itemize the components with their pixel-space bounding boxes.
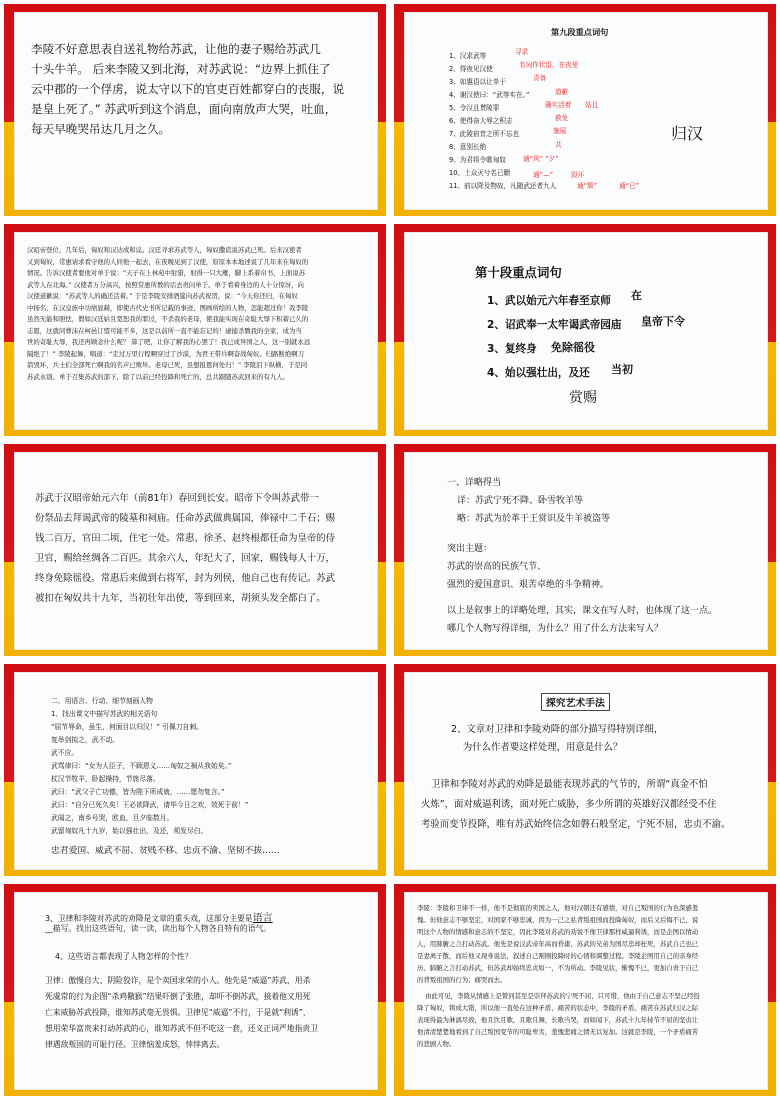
slide-3[interactable] xyxy=(4,224,386,436)
list-item: 10、士众灭兮名已聩 xyxy=(449,169,511,177)
text-line: 由此可见，李陵从情感上是赞同甚至是崇拜苏武的宁死不屈，只可惜，他由于自己意志不坚已经投 xyxy=(417,992,700,1000)
text-line: 杖汉节牧羊，卧起操持，节旄尽落。 xyxy=(51,775,160,783)
annotation: 姑且 xyxy=(585,101,599,109)
list-item: 2、诏武奉一太牢谒武帝园庙 xyxy=(487,319,622,331)
text-line: 苏武的崇高的民族气节、 xyxy=(447,562,547,572)
text-line: 虽然无能和胆怯，假如汉廷姑且宽恕我的罪过，不杀我的老母，使我能实现在奇耻大辱下积蓄已久的 xyxy=(27,315,309,323)
question-3-text: 3、卫律和李陵对苏武的劝降是文章的重头戏，这部分主要是 xyxy=(45,914,253,923)
annotation: 寻求 xyxy=(515,48,529,56)
text-line: 是皇上死了。” 苏武听到这个消息，面向南放声大哭，吐血， xyxy=(31,102,337,116)
text-line: 汉昭帝登位，几年后，匈奴和汉达成和议。汉廷寻求苏武等人，匈奴撒谎说苏武已死。后来汉使者 xyxy=(27,246,302,254)
text-line: 略：苏武为於革干王赏识及牛羊被盗等 xyxy=(457,514,611,524)
text-line: 中扬名，在汉皇族中功绩显赫，即使古代史书所记载的事迹，图画所绘的人物，怎能超过你！我李陵 xyxy=(27,303,309,312)
summary-text: 忠君爱国、威武不屈、贫贱不移、忠贞不渝、坚韧不拔…… xyxy=(51,846,280,856)
text-line: 武骂律曰：“女为人臣子，不顾恩义……匈奴之祸从我始矣。” xyxy=(51,762,232,770)
slide-title: 第九段重点词句 xyxy=(551,27,609,37)
text-line: 表现得最为淋漓尽致，他且饮且歌，且歌且舞，长歌当哭，而如闻下，苏武十九年持节不屈的坚贞让 xyxy=(417,1016,699,1024)
question-text xyxy=(45,909,273,924)
text-line: 律遇敌叛国的可耻行径。卫律恼羞成怒，悻悻离去。 xyxy=(45,1040,225,1049)
annotation: 名词作状语，在夜里 xyxy=(519,61,579,69)
annotation: 在 xyxy=(631,289,642,302)
annotation: 通“风” “夕” xyxy=(523,155,559,163)
text-line: 苏武于汉昭帝始元六年（前81年）春回到长安。昭帝下令叫苏武带一 xyxy=(35,493,319,504)
annotation: 皇帝下令 xyxy=(641,315,685,328)
text-line: 情况。告诉汉使者要他对单于说：“天子在上林苑中射猎，射得一只大雁，脚上系着帛书，上面说苏 xyxy=(27,269,306,277)
text-line: “屈节辱命，虽生，何面目以归汉！” 引佩刀自刺。 xyxy=(51,723,203,731)
text-line: 的背叛祖国的行为；痛哭而去。 xyxy=(417,976,507,984)
slide-5[interactable] xyxy=(4,444,386,656)
annotation: 责备 xyxy=(533,74,547,82)
text-line: 志愿，这就同曹沫在柯邑订盟可能不多，这是以前所一直不能忘记的！逮捕杀戮我的全家，成为当 xyxy=(27,326,302,335)
list-item: 5、令汉且贳陵罪 xyxy=(449,104,500,112)
side-note: 赏赐 xyxy=(569,390,597,406)
question-text: 4、这些语言都表现了人物怎样的个性？ xyxy=(55,952,193,961)
list-item: 4、谢汉使曰：“武等实在。” xyxy=(449,91,530,99)
text-line: 以上是叙事上的详略处理，其实，课文在写人时，也体现了这一点。 xyxy=(447,606,718,616)
slide-10-content xyxy=(404,892,768,1090)
text-line: 李陵不好意思表自送礼物给苏武，让他的妻子赐给苏武几 xyxy=(31,42,321,56)
slide-1-content xyxy=(14,12,378,210)
annotation: 毁坏 xyxy=(571,171,585,179)
text-line: 卫律：傲慢自大、阴险狡诈，是个卖国求荣的小人。他先是“威逼”苏武，用杀 xyxy=(45,976,311,985)
list-item: 7、此陵宿昔之所不忘也 xyxy=(449,130,520,138)
annotation: 道歉 xyxy=(555,88,569,96)
list-item: 8、意别长绝 xyxy=(449,143,487,151)
text-line: 哪几个人物写得详细，为什么？用了什么方法来写人？ xyxy=(447,624,664,634)
text-line: 李陵：李陵和卫律不一样，他不是彻底的卖国之人，他对汉朝还有感情，对自己叛国的行为也深感羞 xyxy=(417,904,699,912)
text-line: 人，用肺腑之言打动苏武。他先是说汉武帝年高而昏庸，苏武的兄弟为国尽忠却枉死，苏武自己也已 xyxy=(417,940,699,948)
heading: 一、详略得当 xyxy=(447,478,502,488)
list-item: 3、复终身 xyxy=(487,343,537,355)
text-line: 卫官，赐给丝绸各二百匹。其余六人，年纪大了，回家，赐钱每人十万， xyxy=(35,553,336,564)
text-line: 火炼”，面对威逼利诱，面对死亡威胁，多少所谓的英雄好汉都经受不住 xyxy=(421,799,717,810)
slide-1[interactable] xyxy=(4,4,386,216)
slide-5-content xyxy=(14,452,378,650)
text-line: 明这个人物的情感和意志的不坚定，因此李陵对苏武的劝说不像卫律那样威逼利诱，而是企图以情动 xyxy=(417,928,699,936)
text-line: 云中郡的一个俘虏，说太守以下的官吏百姓都穿白的丧服，说 xyxy=(31,82,345,96)
list-item: 9、为君将令歌匈奴 xyxy=(449,156,506,164)
annotation: 通“—” xyxy=(533,171,554,179)
text-line: 是妻离子散，而后他又现身说法，叙述自己刚刚投降时的心情和调整过程。李陵企图用自己的亲身经 xyxy=(417,952,699,960)
text-line: 武曰：“武父子亡功德，皆为陛下所成就，……愿勿复言。” xyxy=(51,788,225,796)
text-line: 隔绝了！” 李陵起舞，唱道：“走过万里行程啊穿过了沙漠，为君王带兵啊奋战匈奴。归路断绝啊刀 xyxy=(27,349,305,358)
slide-2[interactable] xyxy=(394,4,776,216)
text-line: 想用荣华富贵来打动苏武的心，谁知苏武不但不吃这一套，还义正词严地指责卫 xyxy=(45,1024,318,1033)
slide-9[interactable] xyxy=(4,884,386,1096)
text-line: 终身免除徭役。常惠后来做到右将军，封为列侯，他自己也有传记。苏武 xyxy=(35,573,336,584)
text-line: 他清清楚楚地看到了自己叛国变节的可耻卑劣，羞愧悲痛之情无以复加。这就是李陵，一个矛盾痛苦 xyxy=(417,1028,699,1036)
text-line: 份祭品去拜谒武帝的陵墓和祠庙。任命苏武做典属国，俸禄中二千石；赐 xyxy=(35,513,336,524)
list-item: 3、如惠语以让单于 xyxy=(449,78,506,86)
side-note: 归汉 xyxy=(671,124,704,143)
slide-4-content xyxy=(404,232,768,430)
fill-in-answer: 语言 xyxy=(252,913,273,924)
text-line: 苏武永别。单于召集苏武的部下，除了以前已经投降和死亡的，总共跟随苏武回来的有九人。 xyxy=(27,372,290,381)
question-text: __描写。找出这些语句，读一读，读出每个人物各自特有的语气。 xyxy=(45,924,272,933)
annotation: 施展 xyxy=(553,127,567,135)
annotation: 通“已” xyxy=(619,182,640,190)
text-line: 世的奇耻大辱，我还再顾念什么呢？ 算了吧，让你了解我的心罢了！我已成异国之人，这一别就永远 xyxy=(27,338,311,346)
text-line: 武等人在北海。” 汉使者万分高兴，按照常惠所教的话去责问单于。单于看着身边的人十分惊讶，向 xyxy=(27,280,304,289)
slide-4[interactable] xyxy=(394,224,776,436)
heading: 二、用语言、行动、细节刻画人物 xyxy=(51,697,153,705)
annotation: 免除徭役 xyxy=(551,341,595,354)
slide-title: 第十段重点词句 xyxy=(475,265,562,280)
slide-7-content xyxy=(14,672,378,870)
text-line: 武曰：“自分已死久矣！王必欲降武，请毕今日之欢，效死于前！” xyxy=(51,801,249,809)
text-line: 的悲剧人物。 xyxy=(417,1040,456,1048)
text-line: 武留匈奴凡十九岁，始以强壮出，及还，须发尽白。 xyxy=(51,827,208,835)
text-line: 强烈的爱国意识、艰苦卓绝的斗争精神。 xyxy=(447,580,610,590)
text-line: 降了匈奴，铸成大错，所以他一直处在这种矛盾、痛苦的状态中，李陵的矛盾、痛苦在苏武归汉之际 xyxy=(417,1004,699,1012)
annotation: 确实活着 xyxy=(545,101,572,109)
text-line: 武闻之，南乡号哭，欧血，旦夕临数月。 xyxy=(51,814,174,822)
heading: 突出主题： xyxy=(447,544,493,554)
slide-2-content xyxy=(404,12,768,210)
text-line: 死虞常的行为企图“杀鸡儆猴”结果吓倒了张胜，却吓不倒苏武，接着他又用死 xyxy=(45,992,311,1001)
slide-3-content xyxy=(14,232,378,430)
list-item: 2、得夜见汉使 xyxy=(449,65,493,73)
question-text: 2、文章对卫律和李陵劝降的部分描写得特别详细， 为什么作者要这样处理，用意是什么？ xyxy=(451,724,664,753)
slide-6[interactable] xyxy=(394,444,776,656)
text-line: 汉使道歉说：“苏武等人的确还活着。” 于是李陵安排酒筵向苏武祝贺，说：“今天你还归，在匈奴 xyxy=(27,292,298,300)
text-line: 考验而变节投降，唯有苏武始终信念如磐石般坚定，宁死不屈，忠贞不渝。 xyxy=(421,819,731,830)
list-item: 6、使得奋大辱之积志 xyxy=(449,117,513,125)
list-item: 4、始以强壮出，及还 xyxy=(487,367,590,379)
text-line: 武不应。 xyxy=(51,749,79,757)
annotation: 当初 xyxy=(611,363,633,376)
slide-8[interactable] xyxy=(394,664,776,876)
slide-8-content xyxy=(404,672,768,870)
text-line: 1、找出课文中描写苏武的相关语句 xyxy=(51,710,158,718)
text-line: 钱二百万，官田二顷，住宅一处。常惠、徐圣、赵终根都任命为皇帝的侍 xyxy=(35,533,336,544)
text-line: 又到匈奴，常惠请求看守他的人同他一起去，在夜晚见到了汉使，原原本本地述说了几年来在匈奴的 xyxy=(27,257,309,266)
text-line: 愧。但他意志不够坚定，对国家不够忠诚，因为一己之私背叛祖国而投降匈奴，而后又后悔不已，说 xyxy=(417,916,699,924)
section-tag: 探究艺术手法 xyxy=(541,693,610,711)
text-line: 十头牛羊。 后来李陵又到北海，对苏武说：“边界上抓住了 xyxy=(31,62,331,76)
text-line: 复举剑拟之，武不动。 xyxy=(51,736,119,744)
slide-10[interactable] xyxy=(394,884,776,1096)
text-line: 历、肺腑之言打动苏武，但苏武却始终忠贞如一，不为所动。李陵见状，惭愧不已，更加自责于自己 xyxy=(417,964,699,972)
text-line: 卫律和李陵对苏武的劝降是最能表现苏武的气节的，所谓“真金不怕 xyxy=(431,779,708,790)
text-line: 被扣在匈奴共十九年，当初壮年出使，等到回来，胡须头发全都白了。 xyxy=(35,593,326,604)
text-line: 箭毁坏，兵士们全部死亡啊我的名声已败坏。老母已死，虽想报恩何处归！” 李陵泪下纵横，于是同 xyxy=(27,361,308,369)
annotation: 通“颓” xyxy=(577,182,598,190)
list-item: 1、武以始元六年春至京师 xyxy=(487,295,611,307)
annotation: 共 xyxy=(555,141,562,149)
slide-6-content xyxy=(404,452,768,650)
list-item: 1、汉求武等 xyxy=(449,52,487,60)
text-line: 每天早晚哭吊达几月之久。 xyxy=(31,122,171,136)
text-line: 亡来威胁苏武投降，谁知苏武毫无畏惧。卫律见“威逼”不行，于是就“利诱”， xyxy=(45,1008,311,1017)
slide-7[interactable] xyxy=(4,664,386,876)
text-line: 详：苏武宁死不降、卧雪牧羊等 xyxy=(457,496,584,506)
slide-9-content xyxy=(14,892,378,1090)
list-item: 11、前以降及物故，凡随武还者九人 xyxy=(449,182,557,190)
annotation: 赦免 xyxy=(555,114,569,122)
